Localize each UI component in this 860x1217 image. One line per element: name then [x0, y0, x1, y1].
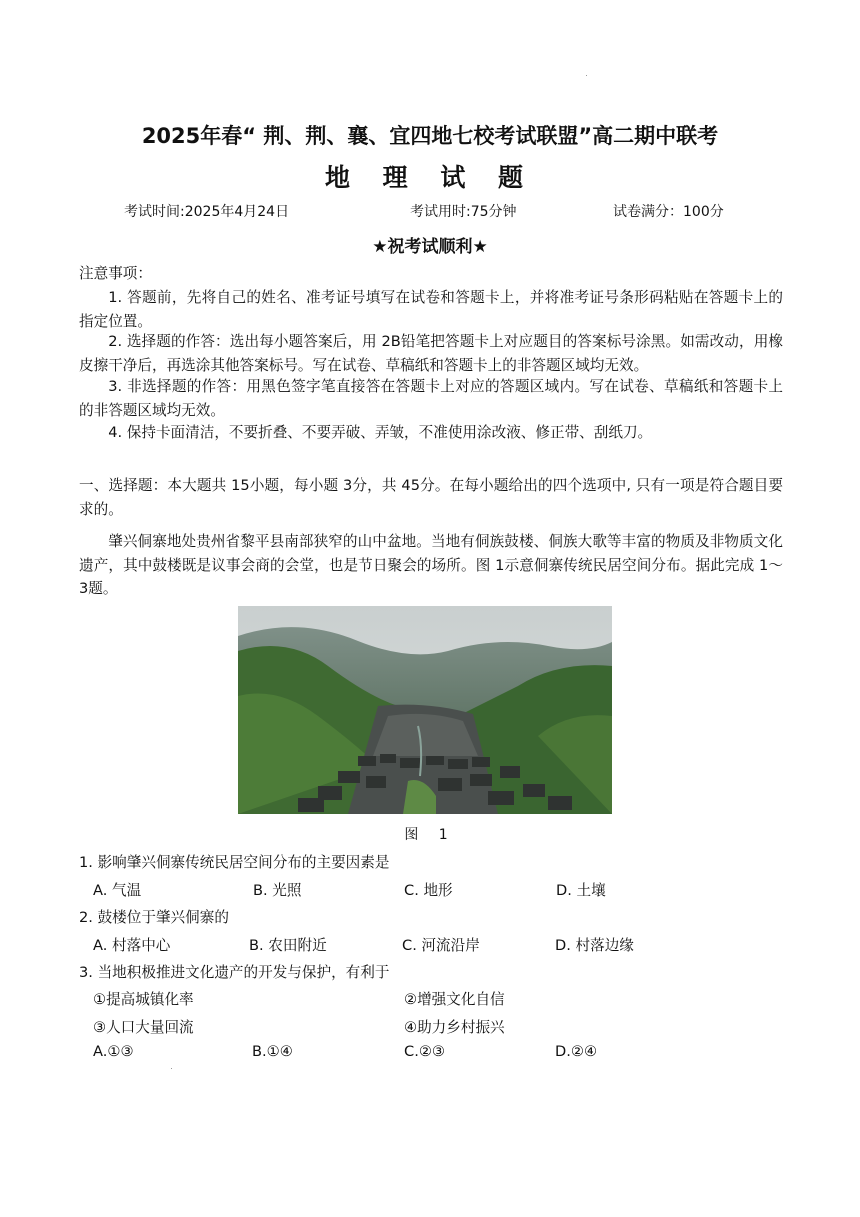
- subject-title: 地 理 试 题: [324, 163, 536, 192]
- option-d: D.②④: [555, 1043, 598, 1060]
- note-item: 4. 保持卡面清洁，不要折叠、不要弄破、弄皱，不准使用涂改液、修正带、刮纸刀。: [108, 424, 653, 441]
- scan-speck-bottom: [171, 1068, 172, 1069]
- exam-duration: 考试用时:75分钟: [410, 204, 517, 220]
- question-stem: 3. 当地积极推进文化遗产的开发与保护，有利于: [79, 964, 390, 981]
- section-heading: 一、选择题：本大题共 15小题，每小题 3分，共 45分。在每小题给出的四个选项中, 只有一项是符合题目要求的。: [79, 477, 783, 518]
- statement: ②增强文化自信: [404, 991, 505, 1008]
- figure-caption: 图 1: [404, 827, 456, 843]
- option-d: D. 土壤: [556, 882, 606, 899]
- option-c: C. 河流沿岸: [402, 937, 480, 954]
- question-stem: 2. 鼓楼位于肇兴侗寨的: [79, 909, 229, 926]
- statement: ③人口大量回流: [93, 1019, 194, 1036]
- note-item: 3. 非选择题的作答：用黑色签字笔直接答在答题卡上对应的答题区域内。写在试卷、草稿纸和答题卡上的非答题区域均无效。: [79, 378, 783, 419]
- village-photo: [238, 606, 612, 814]
- option-b: B. 农田附近: [249, 937, 327, 954]
- note-item: 1. 答题前，先将自己的姓名、准考证号填写在试卷和答题卡上，并将准考证号条形码粘贴在答题卡上的指定位置。: [79, 289, 783, 330]
- option-c: C.②③: [404, 1043, 445, 1060]
- option-a: A. 气温: [93, 882, 142, 899]
- option-a: A.①③: [93, 1043, 134, 1060]
- option-c: C. 地形: [404, 882, 453, 899]
- scan-speck-top: [586, 75, 587, 76]
- full-score: 试卷满分：100分: [613, 204, 724, 220]
- notes-heading: 注意事项：: [79, 265, 152, 282]
- option-a: A. 村落中心: [93, 937, 171, 954]
- question-stem: 1. 影响肇兴侗寨传统民居空间分布的主要因素是: [79, 854, 390, 871]
- exam-title: 2025年春“ 荆、荆、襄、宜四地七校考试联盟”高二期中联考: [141, 124, 719, 148]
- statement: ④助力乡村振兴: [404, 1019, 505, 1036]
- good-luck-banner: ★祝考试顺利★: [372, 237, 488, 257]
- question-passage: 肇兴侗寨地处贵州省黎平县南部狭窄的山中盆地。当地有侗族鼓楼、侗族大歌等丰富的物质及非物质文化遗产，其中鼓楼既是议事会商的会堂，也是节日聚会的场所。图 1示意侗寨传统民居空间分布。据此完成 1～3题。: [79, 533, 783, 597]
- option-b: B. 光照: [253, 882, 302, 899]
- exam-time: 考试时间:2025年4月24日: [124, 204, 290, 220]
- note-item: 2. 选择题的作答：选出每小题答案后，用 2B铅笔把答题卡上对应题目的答案标号涂黑。如需改动，用橡皮擦干净后，再选涂其他答案标号。写在试卷、草稿纸和答题卡上的非答题区域均无效。: [79, 333, 783, 374]
- option-b: B.①④: [252, 1043, 293, 1060]
- option-d: D. 村落边缘: [555, 937, 634, 954]
- statement: ①提高城镇化率: [93, 991, 194, 1008]
